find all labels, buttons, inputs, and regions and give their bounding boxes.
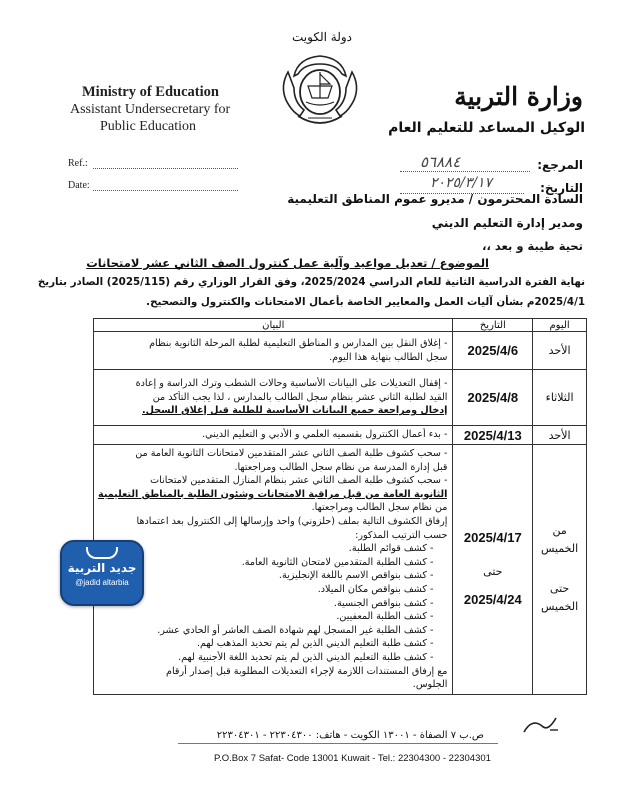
date-label-en: Date: (68, 180, 90, 191)
row-statement (94, 370, 453, 426)
statement-line: - كشف طلبة التعليم الديني الذين لم يتم تحديد اللغة الأجنبية لهم. (178, 651, 434, 663)
footer-address-ar: ص.ب ٧ الصفاة - ١٣٠٠١ الكويت - هاتف: ٢٢٣٠٤٣٠٠ - ٢٢٣٠٤٣٠١ (216, 730, 484, 741)
day-from: من الخميس (540, 524, 579, 556)
statement-line: - كشف بنواقص الاسم باللغة الإنجليزية. (278, 570, 434, 582)
row-date: 2025/4/13 (453, 426, 533, 445)
statement-line: - سحب كشوف طلبة الصف الثاني عشر بنظام المنازل المتقدمين لامتحانات (150, 475, 448, 487)
row-statement (94, 445, 453, 695)
statement-line: مع إرفاق المستندات اللازمة لإجراء التعديلات المطلوبة قبل إصدار أرقام (166, 665, 448, 677)
table-header-row (94, 319, 587, 332)
signature-mark-icon (520, 712, 562, 738)
statement-line: الجلوس. (412, 679, 448, 691)
ministry-en: Ministry of Education (82, 84, 219, 100)
date-from: 2025/4/17 (463, 530, 522, 546)
statement-line: - إغلاق النقل بين المدارس و المناطق التعليمية لطلبة المرحلة الثانوية بنظام (149, 337, 448, 349)
statement-line: - كشف طلبة التعليم الديني الذين لم يتم تحديد المذهب لهم. (196, 638, 434, 650)
table-row (94, 370, 587, 426)
ref-dots-ar (400, 171, 530, 172)
statement-line: القيد لطلبة الثاني عشر بنظام سجل الطالب بالمدارس ، لذا يجب التأكد من (152, 391, 448, 403)
ref-label-en: Ref.: (68, 158, 88, 169)
statement-line: قبل إدارة المدرسة من نظام سجل الطالب ومراجعتها. (234, 461, 448, 473)
statement-line: حسب الترتيب المذكور: (355, 529, 448, 541)
statement-line: - كشف الطلبة المعفيين. (336, 611, 434, 623)
state-name: دولة الكويت (292, 30, 352, 44)
row-day: الأحد (533, 426, 587, 445)
statement-line: - كشف قوائم الطلبة. (348, 543, 434, 555)
ref-handwritten: ٥٦٨٨٤ (420, 153, 461, 171)
table-row (94, 426, 587, 445)
row-date: 2025/4/8 (453, 370, 533, 426)
statement-line: - كشف الطلبة غير المسجل لهم شهادة الصف العاشر أو الحادي عشر. (157, 624, 434, 636)
recipients-line-2: ومدير إدارة التعليم الديني (431, 216, 583, 230)
statement-line: الثانوية العامة من قبل مراقبة الامتحانات وشئون الطلبة بالمناطق التعليمية (98, 488, 448, 500)
row-statement (94, 426, 453, 445)
recipients-line-1: السادة المحترمون / مديرو عموم المناطق التعليمية (287, 192, 583, 206)
assistant-en: Assistant Undersecretary for (70, 102, 231, 117)
statement-line: إرفاق الكشوف التالية بملف (حلزوني) واحد وإرسالها إلى الكنترول بعد اعتمادها (136, 515, 448, 527)
date-label-ar: التاريخ: (540, 181, 583, 195)
watermark-title: جديد التربية (67, 561, 137, 575)
statement-line: - إقفال التعديلات على البيانات الأساسية وحالات الشطب وترك الدراسة و إعادة (135, 378, 448, 390)
intro-line-2: 2025/4/1م بشأن آليات العمل والمعايير الخاصة بأعمال الامتحانات والكنترول والتصحيح. (146, 296, 585, 308)
statement-line: - كشف بنواقص مكان الميلاد. (317, 583, 434, 595)
ref-dots-en (93, 168, 238, 169)
day-to-word: حتى (549, 582, 570, 596)
row-date: 2025/4/6 (453, 332, 533, 370)
statement-line: إدخال ومراجعة جميع البيانات الأساسية للطلبة قبل إغلاق السجل. (141, 405, 448, 417)
ministry-ar: وزارة التربية (454, 82, 583, 111)
row-day (533, 445, 587, 695)
statement-line: سجل الطالب بنهاية هذا اليوم. (329, 351, 448, 363)
statement-line: - كشف بنواقص الجنسية. (333, 597, 434, 609)
date-to: 2025/4/24 (463, 592, 522, 608)
statement-line: - كشف الطلبة المتقدمين لامتحان الثانوية العامة. (241, 556, 434, 568)
header-date: التاريخ (453, 319, 533, 332)
date-handwritten: ٢٠٢٥/٣/١٧ (430, 175, 493, 191)
row-day: الثلاثاء (533, 370, 587, 426)
undersecretary-ar: الوكيل المساعد للتعليم العام (388, 120, 585, 136)
greeting: تحية طيبة و بعد ،، (482, 239, 583, 253)
table-row (94, 332, 587, 370)
watermark-handle: @jadid altarbia (75, 578, 129, 587)
statement-line: - بدء أعمال الكنترول بقسميه العلمي و الأدبي و التعليم الديني. (202, 429, 448, 441)
kuwait-emblem-icon (278, 46, 362, 132)
ref-label-ar: المرجع: (537, 158, 583, 172)
footer-rule (178, 743, 498, 744)
statement-line: - سحب كشوف طلبة الصف الثاني عشر المتقدمين لامتحانات الثانوية العامة من (135, 448, 448, 459)
header-day: اليوم (533, 319, 587, 332)
header-statement: البيان (94, 319, 453, 332)
table-row (94, 445, 587, 695)
row-day: الأحد (533, 332, 587, 370)
subject-line: الموضوع / تعديل مواعيد وآلية عمل كنترول الصف الثاني عشر لامتحانات (86, 256, 489, 270)
row-statement (94, 332, 453, 370)
watermark-badge (60, 540, 144, 606)
footer-address-en: P.O.Box 7 Safat- Code 13001 Kuwait - Tel.: 22304300 - 22304301 (214, 753, 491, 764)
day-to: الخميس (540, 600, 579, 614)
intro-line-1: نهاية الفترة الدراسية الثانية للعام الدراسي 2025/2024، وفق القرار الوزاري رقم (2025/115) الصادر بتاريخ (37, 276, 585, 288)
date-to-word: حتى (483, 566, 503, 579)
statement-line: من نظام سجل الطالب ومراجعتها. (311, 502, 448, 514)
book-icon (86, 547, 118, 559)
row-date (453, 445, 533, 695)
schedule-table (93, 318, 587, 695)
public-education-en: Public Education (100, 119, 197, 134)
date-dots-en (93, 190, 238, 191)
